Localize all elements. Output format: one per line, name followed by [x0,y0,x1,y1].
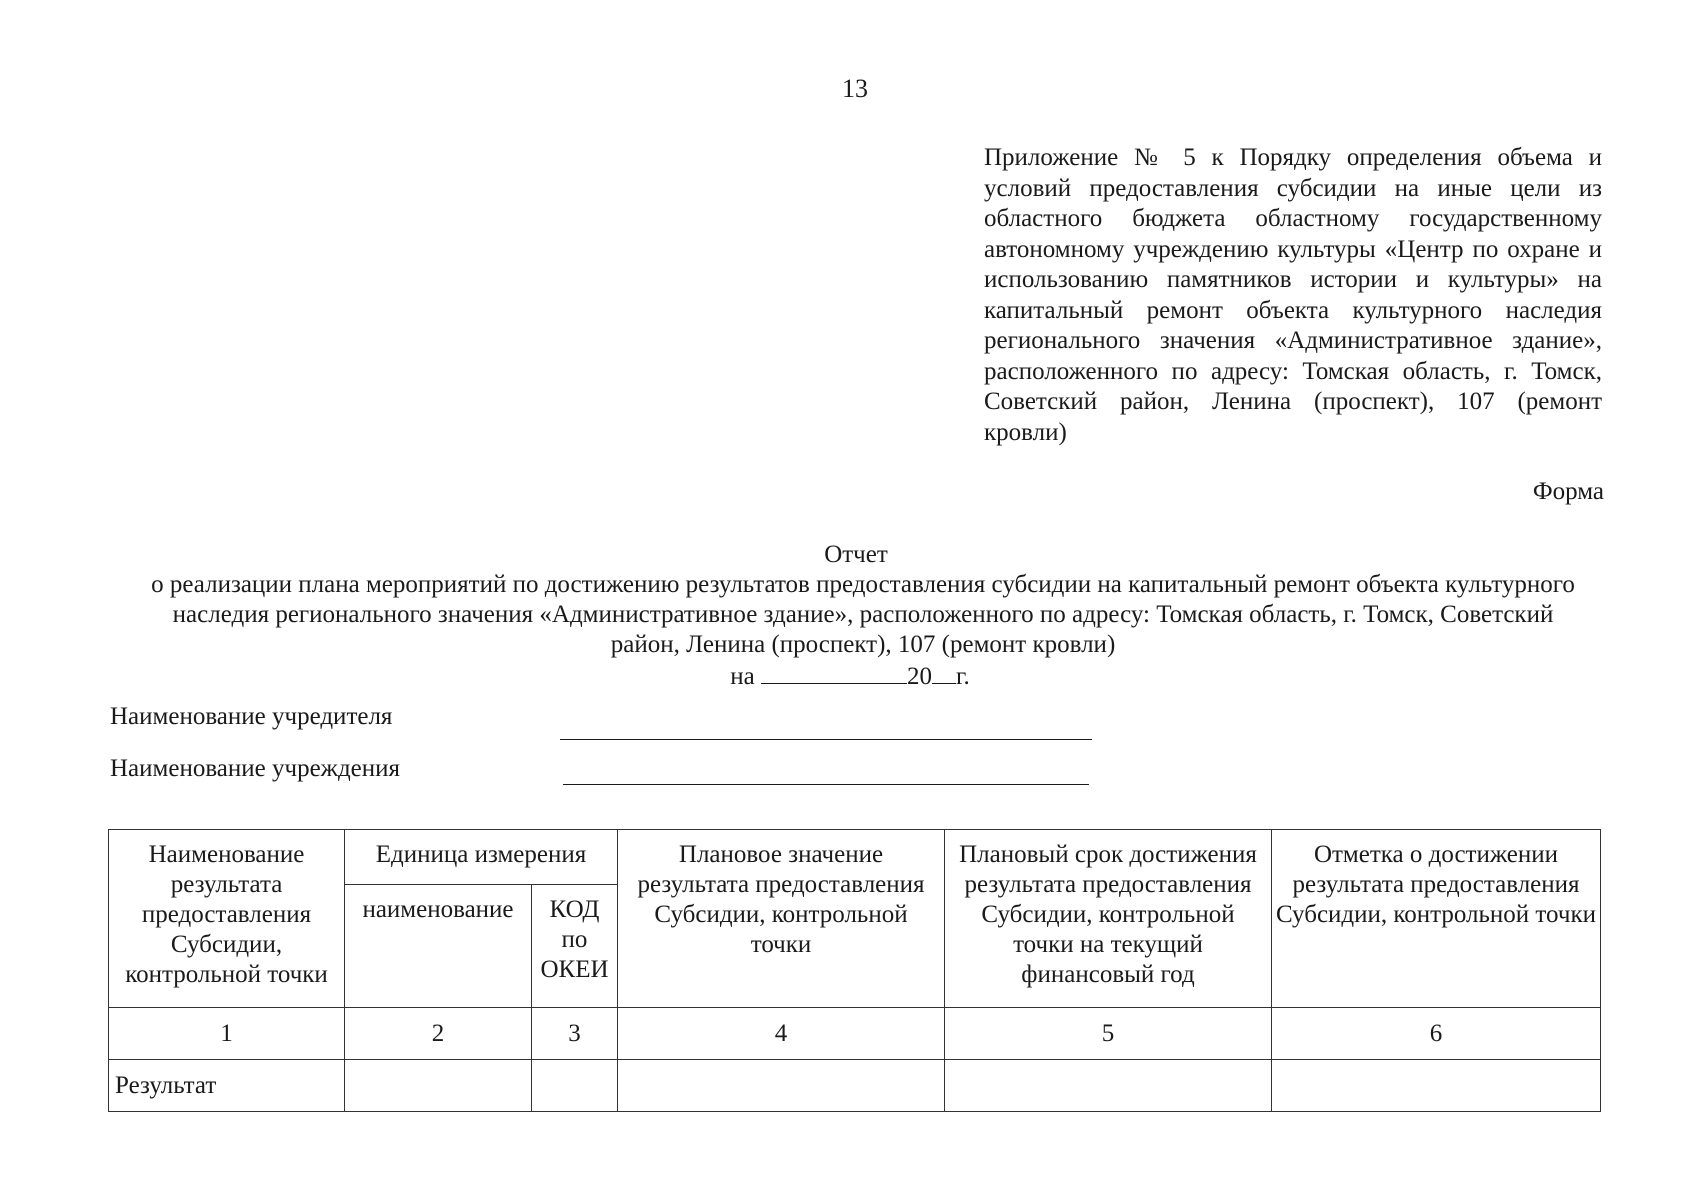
table-cell-achievement-mark[interactable] [1272,1060,1601,1112]
column-number: 2 [345,1008,532,1060]
table-header-row [109,830,1601,885]
table-row [109,1060,1601,1112]
header-result-name: Наименование результата предоставления Субсидии, контрольной точки [109,830,345,1008]
page-number: 13 [842,74,868,103]
header-planned-value: Плановое значение результата предоставления Субсидии, контрольной точки [618,830,945,1008]
institution-field-line[interactable] [563,784,1089,785]
founder-label: Наименование учредителя [110,703,393,730]
report-date-year-blank[interactable] [932,661,956,684]
table-cell-unit-code[interactable] [532,1060,618,1112]
report-date-line [0,661,1698,692]
results-table [108,829,1601,1112]
table-cell-unit-name[interactable] [345,1060,532,1112]
report-date-suffix: г. [956,663,970,690]
institution-label: Наименование учреждения [110,755,401,782]
report-date-year: 20 [907,663,933,690]
founder-field-line[interactable] [560,739,1092,740]
column-number: 6 [1272,1008,1601,1060]
header-unit: Единица измерения [345,830,618,885]
header-unit-code-line3: ОКЕИ [540,956,609,983]
column-number: 3 [532,1008,618,1060]
table-cell-planned-value[interactable] [618,1060,945,1112]
column-number: 5 [945,1008,1272,1060]
header-unit-code-line2: по [561,926,588,953]
header-unit-code-line1: КОД [549,896,600,923]
column-number: 4 [618,1008,945,1060]
header-achievement-mark: Отметка о достижении результата предоставления Субсидии, контрольной точки [1272,830,1601,1008]
report-title: Отчет [824,541,888,568]
header-unit-code [532,885,618,1008]
header-planned-term: Плановый срок достижения результата предоставления Субсидии, контрольной точки на текущий финансовый год [945,830,1272,1008]
column-number: 1 [109,1008,345,1060]
form-label: Форма [1532,478,1604,505]
table-cell-result: Результат [109,1060,345,1112]
table-cell-planned-term[interactable] [945,1060,1272,1112]
appendix-note: Приложение № 5 к Порядку определения объема и условий предоставления субсидии на иные цели из областного бюджета областному государственному автономному учреждению культуры «Центр по охране и использованию памятников истории и культуры» на капитальный ремонт объекта культурного наследия регионального значения «Административное здание», расположенного по адресу: Томская область, г. Томск, Советский район, Ленина (проспект), 107 (ремонт кровли) [984,144,1602,446]
report-subtitle: о реализации плана мероприятий по достижению результатов предоставления субсидии на капитальный ремонт объекта культурного наследия регионального значения «Административное здание», расположенного по адресу: Томская область, г. Томск, Советский район, Ленина (проспект), 107 (ремонт кровли) [151,571,1575,658]
header-unit-name: наименование [345,885,532,1008]
report-date-prefix: на [730,663,755,690]
column-number-row [109,1008,1601,1060]
report-date-blank[interactable] [761,661,907,684]
